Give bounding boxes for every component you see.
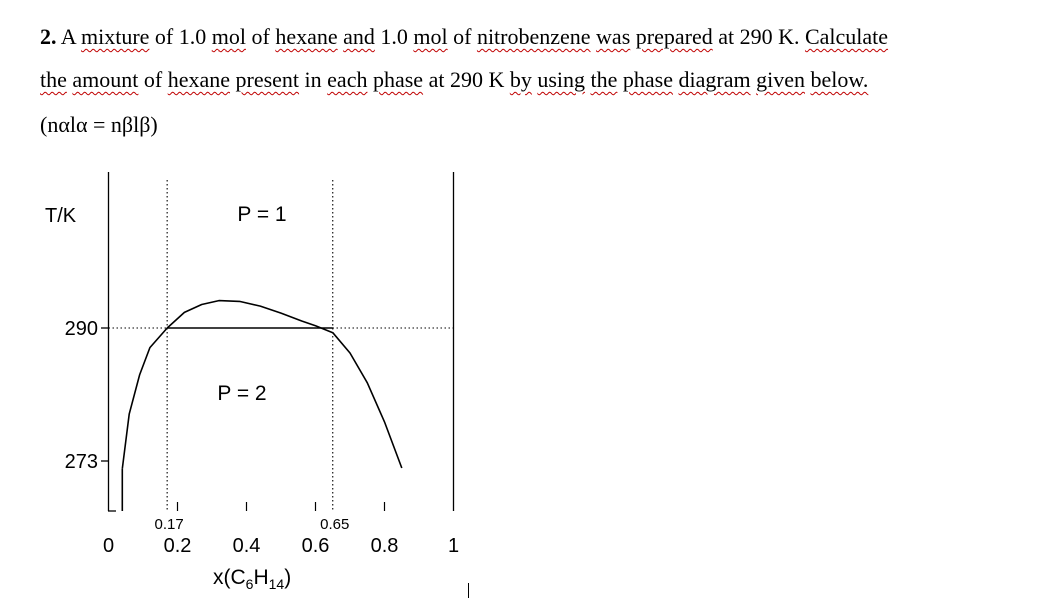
x-axis-label-main: x(C <box>213 566 246 589</box>
x-tick-label: 1 <box>447 535 460 557</box>
question-number: 2. <box>40 24 57 49</box>
spellcheck-word: hexane <box>275 24 338 49</box>
spellcheck-word: amount <box>72 67 139 92</box>
spellcheck-word: phase <box>622 67 673 92</box>
question-text: of <box>138 67 168 92</box>
x-tick-label: 0.2 <box>163 535 192 557</box>
spellcheck-word: Calculate <box>804 24 889 49</box>
spellcheck-word: below. <box>810 67 869 92</box>
composition-marker-label: 0.17 <box>154 516 184 533</box>
x-tick-label: 0.8 <box>370 535 399 557</box>
question-text: A <box>60 24 81 49</box>
x-tick-label: 0.4 <box>232 535 261 557</box>
x-axis-label-sub1: 6 <box>245 576 254 592</box>
spellcheck-word: prepared <box>635 24 713 49</box>
spellcheck-word: using <box>537 67 586 92</box>
spellcheck-word: and <box>343 24 375 49</box>
text-cursor-mark <box>468 583 469 598</box>
question-text: at 290 K <box>423 67 510 92</box>
y-tick-label: 290 <box>64 318 98 340</box>
y-axis-label: T/K <box>45 205 77 227</box>
spellcheck-word: was <box>596 24 631 49</box>
x-axis-label-sub2: 14 <box>268 576 285 592</box>
region-label-two-phase: P = 2 <box>217 382 267 405</box>
x-tick-label: 0.6 <box>301 535 330 557</box>
spellcheck-word: hexane <box>167 67 231 92</box>
spellcheck-word: the <box>40 67 67 92</box>
spellcheck-word: given <box>756 67 805 92</box>
lever-rule-formula: (nαlα = nβlβ) <box>40 112 158 137</box>
question-text: in <box>299 67 328 92</box>
region-label-one-phase: P = 1 <box>237 203 287 226</box>
y-tick-label: 273 <box>64 451 98 473</box>
spellcheck-word: nitrobenzene <box>476 24 591 49</box>
spellcheck-word: by <box>509 67 532 92</box>
composition-marker-label: 0.65 <box>320 516 350 533</box>
question-text: 1.0 <box>374 24 414 49</box>
question-text: of <box>245 24 276 49</box>
spellcheck-word: diagram <box>678 67 751 92</box>
question-text: of 1.0 <box>149 24 212 49</box>
spellcheck-word: the <box>590 67 618 92</box>
spellcheck-word: mixture <box>80 24 150 49</box>
x-axis-label-end: ) <box>284 566 292 589</box>
spellcheck-word: mol <box>211 24 246 49</box>
question-text: at 290 K. <box>712 24 805 49</box>
spellcheck-word: each <box>327 67 368 92</box>
x-axis-label <box>213 566 291 592</box>
x-axis-label-mid: H <box>253 566 269 589</box>
x-tick-label: 0 <box>102 535 115 557</box>
question-text: of <box>447 24 477 49</box>
spellcheck-word: mol <box>413 24 448 49</box>
spellcheck-word: present <box>235 67 300 92</box>
spellcheck-word: phase <box>372 67 424 92</box>
